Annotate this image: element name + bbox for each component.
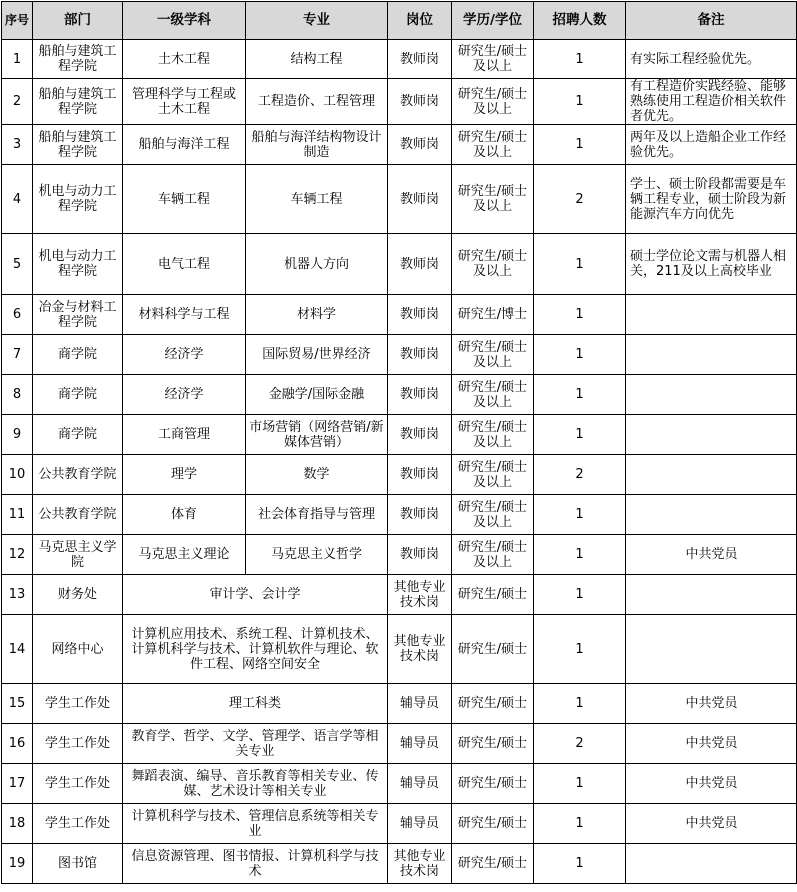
row-dept: 学生工作处	[33, 684, 123, 724]
row-degree: 研究生/硕士	[452, 804, 534, 844]
row-major: 机器人方向	[246, 234, 388, 295]
row-post: 教师岗	[388, 40, 452, 79]
row-count: 1	[534, 844, 626, 884]
row-count: 1	[534, 375, 626, 415]
row-count: 2	[534, 455, 626, 495]
row-degree: 研究生/硕士	[452, 615, 534, 684]
row-no: 16	[2, 724, 33, 764]
row-count: 1	[534, 415, 626, 455]
row-degree: 研究生/硕士及以上	[452, 455, 534, 495]
row-major: 材料学	[246, 295, 388, 335]
row-note	[626, 375, 797, 415]
row-subject: 经济学	[123, 335, 246, 375]
row-note: 学士、硕士阶段都需要是车辆工程专业，硕士阶段为新能源汽车方向优先	[626, 165, 797, 234]
row-no: 3	[2, 125, 33, 165]
row-post: 教师岗	[388, 535, 452, 575]
row-count: 1	[534, 495, 626, 535]
row-dept: 船舶与建筑工程学院	[33, 125, 123, 165]
row-degree: 研究生/硕士	[452, 724, 534, 764]
row-subject: 马克思主义理论	[123, 535, 246, 575]
table-row	[2, 764, 797, 804]
row-note	[626, 844, 797, 884]
row-post: 辅导员	[388, 684, 452, 724]
table-row	[2, 415, 797, 455]
row-no: 14	[2, 615, 33, 684]
row-dept: 机电与动力工程学院	[33, 234, 123, 295]
row-major: 工程造价、工程管理	[246, 79, 388, 125]
row-dept: 学生工作处	[33, 724, 123, 764]
row-degree: 研究生/硕士及以上	[452, 165, 534, 234]
row-dept: 学生工作处	[33, 764, 123, 804]
row-dept: 商学院	[33, 335, 123, 375]
row-dept: 公共教育学院	[33, 495, 123, 535]
row-dept: 财务处	[33, 575, 123, 615]
row-count: 1	[534, 40, 626, 79]
table-row	[2, 335, 797, 375]
row-subject-major: 舞蹈表演、编导、音乐教育等相关专业、传媒、艺术设计等相关专业	[123, 764, 388, 804]
header-post: 岗位	[388, 2, 452, 40]
row-no: 1	[2, 40, 33, 79]
row-note	[626, 495, 797, 535]
row-major: 市场营销（网络营销/新媒体营销）	[246, 415, 388, 455]
row-subject: 体育	[123, 495, 246, 535]
row-subject-major: 计算机科学与技术、管理信息系统等相关专业	[123, 804, 388, 844]
row-count: 1	[534, 335, 626, 375]
row-note: 中共党员	[626, 764, 797, 804]
row-note: 有工程造价实践经验、能够熟练使用工程造价相关软件者优先。	[626, 79, 797, 125]
row-note: 中共党员	[626, 804, 797, 844]
row-note	[626, 295, 797, 335]
table-row	[2, 844, 797, 884]
row-no: 2	[2, 79, 33, 125]
header-row	[2, 2, 797, 40]
row-degree: 研究生/硕士	[452, 844, 534, 884]
row-post: 教师岗	[388, 415, 452, 455]
row-dept: 商学院	[33, 415, 123, 455]
row-note	[626, 455, 797, 495]
row-dept: 网络中心	[33, 615, 123, 684]
table-row	[2, 165, 797, 234]
row-subject-major: 理工科类	[123, 684, 388, 724]
row-post: 教师岗	[388, 375, 452, 415]
row-dept: 机电与动力工程学院	[33, 165, 123, 234]
row-degree: 研究生/硕士	[452, 684, 534, 724]
row-dept: 公共教育学院	[33, 455, 123, 495]
row-dept: 船舶与建筑工程学院	[33, 79, 123, 125]
row-post: 教师岗	[388, 335, 452, 375]
row-note: 中共党员	[626, 724, 797, 764]
row-dept: 冶金与材料工程学院	[33, 295, 123, 335]
row-degree: 研究生/硕士及以上	[452, 234, 534, 295]
row-count: 1	[534, 535, 626, 575]
row-note: 中共党员	[626, 684, 797, 724]
table-row	[2, 535, 797, 575]
row-post: 教师岗	[388, 79, 452, 125]
row-post: 教师岗	[388, 295, 452, 335]
row-major: 船舶与海洋结构物设计制造	[246, 125, 388, 165]
row-count: 1	[534, 764, 626, 804]
row-degree: 研究生/硕士及以上	[452, 495, 534, 535]
row-no: 12	[2, 535, 33, 575]
table-row	[2, 724, 797, 764]
row-note	[626, 335, 797, 375]
row-degree: 研究生/硕士及以上	[452, 375, 534, 415]
row-major: 金融学/国际金融	[246, 375, 388, 415]
row-count: 2	[534, 724, 626, 764]
row-post: 辅导员	[388, 804, 452, 844]
row-count: 1	[534, 295, 626, 335]
row-post: 辅导员	[388, 724, 452, 764]
row-subject: 电气工程	[123, 234, 246, 295]
row-subject: 理学	[123, 455, 246, 495]
row-post: 教师岗	[388, 455, 452, 495]
row-note	[626, 615, 797, 684]
row-subject: 船舶与海洋工程	[123, 125, 246, 165]
row-degree: 研究生/博士	[452, 295, 534, 335]
table-row	[2, 804, 797, 844]
table-row	[2, 455, 797, 495]
row-note: 中共党员	[626, 535, 797, 575]
row-no: 18	[2, 804, 33, 844]
row-no: 8	[2, 375, 33, 415]
table-row	[2, 79, 797, 125]
row-post: 教师岗	[388, 495, 452, 535]
table-row	[2, 234, 797, 295]
header-subject: 一级学科	[123, 2, 246, 40]
row-degree: 研究生/硕士及以上	[452, 79, 534, 125]
row-count: 1	[534, 79, 626, 125]
row-subject: 经济学	[123, 375, 246, 415]
header-dept: 部门	[33, 2, 123, 40]
table-row	[2, 575, 797, 615]
row-count: 1	[534, 615, 626, 684]
row-no: 17	[2, 764, 33, 804]
header-major: 专业	[246, 2, 388, 40]
row-note: 有实际工程经验优先。	[626, 40, 797, 79]
row-count: 1	[534, 575, 626, 615]
row-no: 15	[2, 684, 33, 724]
row-major: 结构工程	[246, 40, 388, 79]
header-degree: 学历/学位	[452, 2, 534, 40]
row-degree: 研究生/硕士及以上	[452, 535, 534, 575]
row-count: 2	[534, 165, 626, 234]
row-major: 数学	[246, 455, 388, 495]
row-count: 1	[534, 684, 626, 724]
row-subject-major: 计算机应用技术、系统工程、计算机技术、计算机科学与技术、计算机软件与理论、软件工程、网络空间安全	[123, 615, 388, 684]
row-note: 硕士学位论文需与机器人相关，211及以上高校毕业	[626, 234, 797, 295]
row-subject: 管理科学与工程或土木工程	[123, 79, 246, 125]
row-subject-major: 教育学、哲学、文学、管理学、语言学等相关专业	[123, 724, 388, 764]
row-no: 5	[2, 234, 33, 295]
row-post: 其他专业技术岗	[388, 615, 452, 684]
recruitment-table	[1, 1, 797, 884]
header-no: 序号	[2, 2, 33, 40]
row-subject: 材料科学与工程	[123, 295, 246, 335]
table-row	[2, 615, 797, 684]
row-subject: 土木工程	[123, 40, 246, 79]
row-post: 教师岗	[388, 165, 452, 234]
row-count: 1	[534, 125, 626, 165]
row-dept: 商学院	[33, 375, 123, 415]
row-subject: 工商管理	[123, 415, 246, 455]
row-no: 9	[2, 415, 33, 455]
table-row	[2, 295, 797, 335]
row-post: 教师岗	[388, 234, 452, 295]
row-degree: 研究生/硕士及以上	[452, 415, 534, 455]
row-no: 4	[2, 165, 33, 234]
row-count: 1	[534, 804, 626, 844]
row-subject-major: 信息资源管理、图书情报、计算机科学与技术	[123, 844, 388, 884]
table-row	[2, 684, 797, 724]
row-dept: 船舶与建筑工程学院	[33, 40, 123, 79]
header-note: 备注	[626, 2, 797, 40]
row-post: 其他专业技术岗	[388, 844, 452, 884]
row-no: 19	[2, 844, 33, 884]
row-note	[626, 575, 797, 615]
row-dept: 图书馆	[33, 844, 123, 884]
row-note: 两年及以上造船企业工作经验优先。	[626, 125, 797, 165]
table-row	[2, 125, 797, 165]
row-no: 6	[2, 295, 33, 335]
row-post: 教师岗	[388, 125, 452, 165]
row-subject: 车辆工程	[123, 165, 246, 234]
header-count: 招聘人数	[534, 2, 626, 40]
row-subject-major: 审计学、会计学	[123, 575, 388, 615]
row-degree: 研究生/硕士	[452, 575, 534, 615]
row-degree: 研究生/硕士	[452, 764, 534, 804]
row-dept: 学生工作处	[33, 804, 123, 844]
row-post: 辅导员	[388, 764, 452, 804]
row-no: 13	[2, 575, 33, 615]
row-major: 车辆工程	[246, 165, 388, 234]
row-no: 10	[2, 455, 33, 495]
row-post: 其他专业技术岗	[388, 575, 452, 615]
row-no: 11	[2, 495, 33, 535]
row-degree: 研究生/硕士及以上	[452, 40, 534, 79]
table-row	[2, 375, 797, 415]
row-note	[626, 415, 797, 455]
table-row	[2, 495, 797, 535]
row-count: 1	[534, 234, 626, 295]
row-major: 社会体育指导与管理	[246, 495, 388, 535]
row-no: 7	[2, 335, 33, 375]
table-row	[2, 40, 797, 79]
row-major: 国际贸易/世界经济	[246, 335, 388, 375]
row-major: 马克思主义哲学	[246, 535, 388, 575]
row-degree: 研究生/硕士及以上	[452, 125, 534, 165]
row-degree: 研究生/硕士及以上	[452, 335, 534, 375]
row-dept: 马克思主义学院	[33, 535, 123, 575]
